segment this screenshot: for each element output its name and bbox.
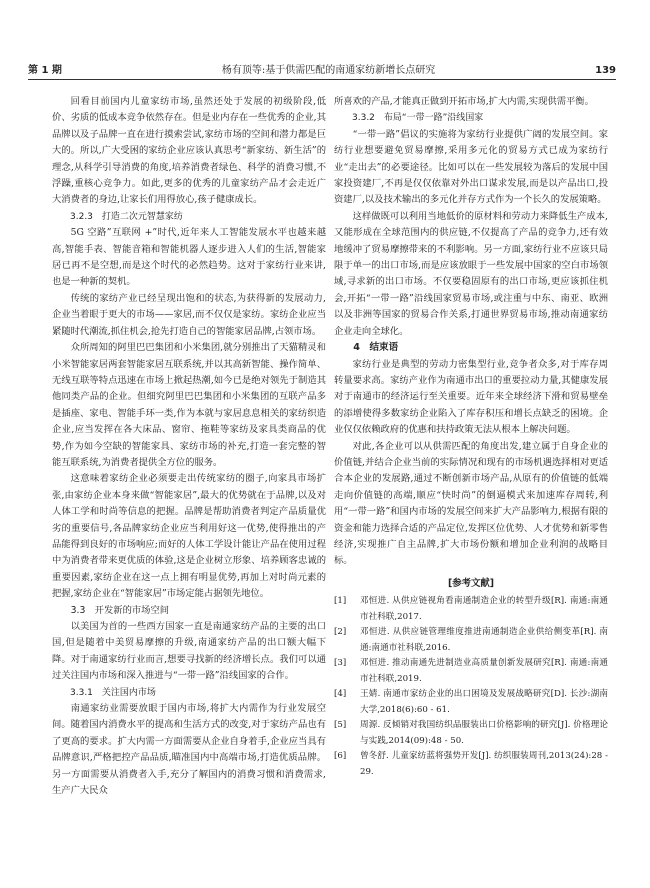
reference-text: 邓恒进. 推动南通先进制造业高质量创新发展研究[R]. 南通:南通市社科联,2019. xyxy=(360,658,608,684)
paragraph: 这意味着家纺企业必须要走出传统家纺的圈子,向家具市场扩张,由家纺企业本身来做“智能家居”,最大的优势就在于品牌,以及对人体工学和时尚等信息的把握。品牌是帮助消费者判定产品质量优劣的重要信号,各品牌家纺企业应当利用好这一优势,使得推出的产品能得到良好的市场响应;而好的人体工学设计能让产品在使用过程中为消费者带来更优质的体验,这是企业树立形象、培养顾客忠诚的重要因素,家纺企业在这一点上拥有明显优势,再加上对时尚元素的把握,家纺企业在“智能家居”市场定能占据领先地位。 xyxy=(52,473,326,600)
reference-item xyxy=(334,687,608,718)
reference-text: 邓恒进. 从供应链视角看南通制造企业的转型升级[R]. 南通:南通市社科联,2017. xyxy=(360,596,608,622)
paragraph: 众所周知的阿里巴巴集团和小米集团,就分别推出了天猫精灵和小米智能家居两套智能家居互联系统,并以其高新智能、操作简单、无线互联等特点迅速在市场上掀起热潮,如今已是绝对领先于制造其他同类产品的企业。但细究阿里巴巴集团和小米集团的互联产品多是插座、家电、智能手环一类,作为本就与家居息息相关的家纺织造企业,应当发挥在各大床品、窗帘、拖鞋等家纺及家具类商品的优势,作为如今空缺的智能家具、家纺市场的补充,打造一套完整的智能互联系统,为消费者提供全方位的服务。 xyxy=(52,342,326,468)
references-title: [参考文献] xyxy=(447,577,495,589)
reference-number: [3] xyxy=(334,658,347,669)
left-column xyxy=(52,94,326,799)
paragraph: 南通家纺业需要放眼于国内市场,将扩大内需作为行业发展空间。随着国内消费水平的提高和生活方式的改变,对于家纺产品也有了更高的要求。扩大内需一方面需要从企业自身着手,企业应当具有品牌意识,严格把控产品品质,瞄准国内中高端市场,打造优质品牌。另一方面需要从消费者入手,充分了解国内的消费习惯和消费需求,生产广大民众 xyxy=(52,703,326,797)
reference-text: 周源. 反倾销对我国纺织品服装出口价格影响的研究[J]. 价格理论与实践,2014(09):48 - 50. xyxy=(360,720,608,746)
subsection-heading: 3.3.1 关注国内市场 xyxy=(70,687,156,698)
reference-text: 邓恒进. 从供应链管理维度推进南通制造企业供给侧变革[R]. 南通:南通市社科联,2016. xyxy=(360,627,608,653)
subsection-heading: 3.2.3 打造二次元智慧家纺 xyxy=(70,211,183,222)
running-title: 杨有顶等:基于供需匹配的南通家纺新增长点研究 xyxy=(221,65,436,76)
subsection-heading: 3.3.2 布局“一带一路”沿线国家 xyxy=(352,113,484,124)
paragraph-continued: 所喜欢的产品,才能真正做到开拓市场,扩大内需,实现供需平衡。 xyxy=(334,96,594,107)
reference-number: [5] xyxy=(334,720,347,731)
paragraph: “一带一路”倡议的实施将为家纺行业提供广阔的发展空间。家纺行业想要避免贸易摩擦,采用多元化的贸易方式已成为家纺行业“走出去”的必要途径。比如可以在一些发展较为落后的发展中国家投资建厂,不再是仅仅依靠对外出口谋求发展,而是以产品出口,投资建厂,以及技术输出的多元化并存方式作为一个长久的发展策略。 xyxy=(334,128,608,206)
conclusion-heading: 4 结束语 xyxy=(353,342,399,354)
reference-item xyxy=(334,749,608,780)
reference-item xyxy=(334,625,608,656)
paragraph: 以美国为首的一些西方国家一直是南通家纺产品的主要的出口国,但是随着中美贸易摩擦的升级,南通家纺产品的出口额大幅下降。对于南通家纺行业而言,想要寻找新的经济增长点。我们可以通过关注国内市场和深入推进与“一带一路”沿线国家的合作。 xyxy=(52,621,326,682)
paragraph: 传统的家纺产业已经呈现出饱和的状态,为获得新的发展动力,企业当着眼于更大的市场——家居,而不仅仅是家纺。家纺企业应当紧随时代潮流,抓住机会,抢先打造自己的智能家居品牌,占领市场。 xyxy=(52,292,326,337)
reference-number: [1] xyxy=(334,596,347,607)
running-header xyxy=(28,58,616,80)
page-number: 139 xyxy=(595,65,616,76)
reference-number: [4] xyxy=(334,689,347,700)
paragraph: 5G 空路”互联网 +”时代,近年来人工智能发展水平也越来越高,智能手表、智能音箱和智能机器人逐步进入人们的生活,智能家居已再不是空想,而是这个时代的必然趋势。这对于家纺行业来讲,也是一种新的契机。 xyxy=(52,227,326,288)
reference-item xyxy=(334,656,608,687)
issue-label: 第 1 期 xyxy=(28,65,62,76)
reference-number: [6] xyxy=(334,751,347,762)
paragraph: 对此,各企业可以从供需匹配的角度出发,建立属于自身企业的价值链,并结合企业当前的实际情况和现有的市场机遇选择相对更适合本企业的发展路,通过不断创新市场产品,从原有的价值链的低端走向价值链的高端,顺应“快时尚”的倒逼模式来加速库存周转,利用“一带一路”和国内市场的发展空间来扩大产品影响力,根据有限的资金和能力选择合适的产品定位,发挥区位优势、人才优势和新零售经济,实现推广自主品牌,扩大市场份额和增加企业利润的战略目标。 xyxy=(334,440,608,567)
right-column xyxy=(334,94,608,780)
references-list xyxy=(334,594,608,780)
paragraph: 这样做既可以利用当地低价的原材料和劳动力来降低生产成本,又能形成在全球范围内的供应链,不仅提高了产品的竞争力,还有效地缓冲了贸易摩擦带来的不利影响。另一方面,家纺行业不应该只局限于单一的出口市场,而是应该放眼于一些发展中国家的空白市场领域,寻求新的出口市场。不仅要稳固原有的出口市场,更应该抓住机会,开拓“一带一路”沿线国家贸易市场,或注重与中东、南亚、欧洲以及非洲等国家的贸易合作关系,打通世界贸易市场,推动南通家纺企业走向全球化。 xyxy=(334,210,608,337)
paragraph: 回看目前国内儿童家纺市场,虽然还处于发展的初级阶段,低价、劣质的低成本竞争依然存在。但是业内存在一些优秀的企业,其品牌以及子品牌一直在进行摸索尝试,家纺市场的空间和潜力都是巨大的。所以,广大受困的家纺企业应该认真思考“新家纺、新生活”的理念,从科学引导消费的角度,培养消费者绿色、科学的消费习惯,不浮躁,重核心竞争力。如此,更多的优秀的儿童家纺产品才会走近广大消费者的身边,让家长们用得放心,孩子健康成长。 xyxy=(52,96,326,206)
section-heading: 3.3 开发新的市场空间 xyxy=(70,604,170,616)
reference-text: 王婧. 南通市家纺企业的出口困境及发展战略研究[D]. 长沙:湖南大学,2018(6):60 - 61. xyxy=(360,689,608,715)
paragraph: 家纺行业是典型的劳动力密集型行业,竞争者众多,对于库存周转量要求高。家纺产业作为南通市出口的重要拉动力量,其健康发展对于南通市的经济运行至关重要。近年来全球经济下滑和贸易壁垒的添增使得多数家纺企业陷入了库存积压和增长点缺乏的困境。企业仅仅依赖政府的优惠和扶持政策无法从根本上解决问题。 xyxy=(334,358,608,436)
reference-number: [2] xyxy=(334,627,347,638)
reference-item xyxy=(334,594,608,625)
reference-text: 曾冬舒. 儿童家纺蓝将强势开发[J]. 纺织服装周刊,2013(24):28 - 29. xyxy=(360,751,608,777)
reference-item xyxy=(334,718,608,749)
